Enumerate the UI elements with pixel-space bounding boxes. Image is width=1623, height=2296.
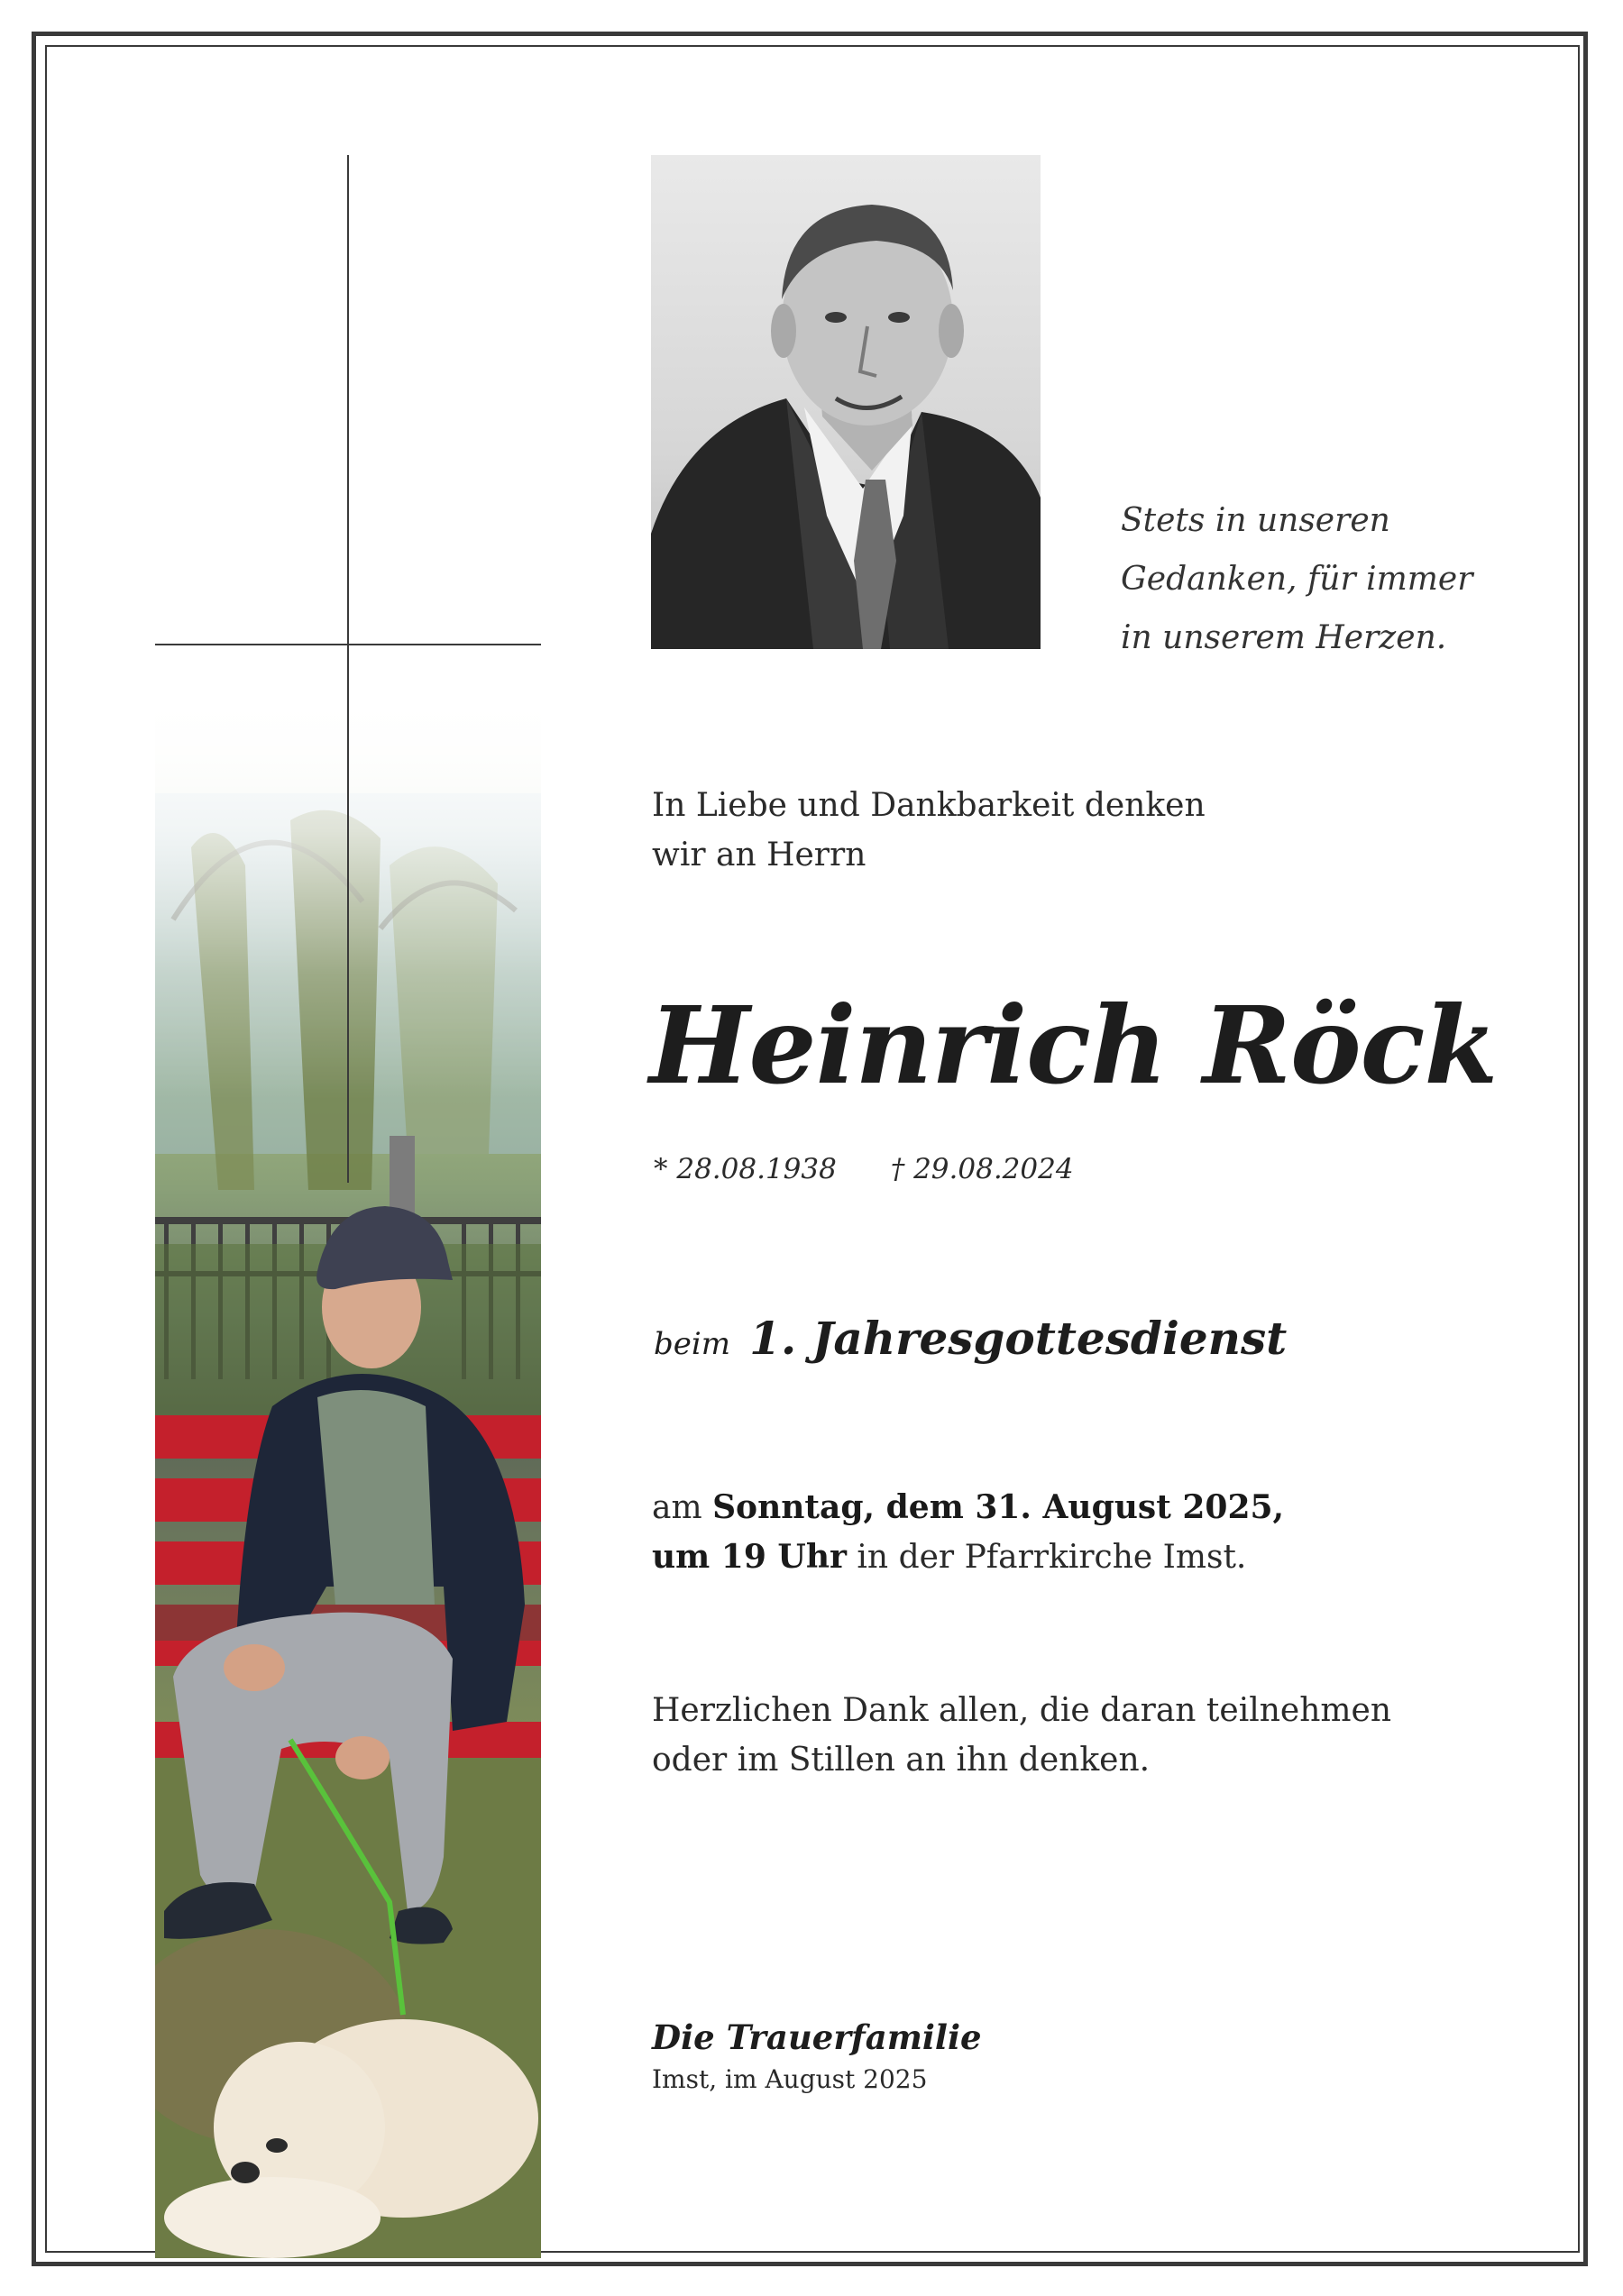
service-location: in der Pfarrkirche Imst. xyxy=(857,1539,1247,1576)
family-signature: Die Trauerfamilie xyxy=(652,2017,982,2057)
occasion-prefix: beim xyxy=(654,1326,730,1362)
thanks-text xyxy=(652,1686,1391,1785)
place-and-date: Imst, im August 2025 xyxy=(652,2064,928,2094)
life-dates xyxy=(654,1149,1074,1189)
occasion-title: 1. Jahresgottesdienst xyxy=(749,1312,1288,1365)
thanks-line: oder im Stillen an ihn denken. xyxy=(652,1742,1151,1779)
memorial-quote xyxy=(1121,491,1499,667)
service-time: um 19 Uhr xyxy=(652,1538,847,1576)
service-date-prefix: am xyxy=(652,1489,702,1526)
service-date: Sonntag, dem 31. August 2025, xyxy=(712,1488,1285,1526)
portrait-photo xyxy=(651,155,1041,649)
service-details xyxy=(652,1483,1284,1582)
death-date: † 29.08.2024 xyxy=(890,1153,1074,1185)
intro-line: wir an Herrn xyxy=(652,837,867,874)
birth-date: * 28.08.1938 xyxy=(654,1153,837,1185)
quote-line: in unserem Herzen. xyxy=(1121,619,1447,656)
deceased-name: Heinrich Röck xyxy=(649,983,1498,1108)
occasion-heading xyxy=(654,1312,1287,1365)
cross-vertical-line xyxy=(347,155,349,1183)
quote-line: Stets in unseren xyxy=(1121,502,1390,539)
quote-line: Gedanken, für immer xyxy=(1121,561,1473,598)
cross-horizontal-line xyxy=(155,644,541,645)
intro-line: In Liebe und Dankbarkeit denken xyxy=(652,787,1206,824)
intro-text xyxy=(652,781,1373,880)
thanks-line: Herzlichen Dank allen, die daran teilnehmen xyxy=(652,1692,1392,1729)
